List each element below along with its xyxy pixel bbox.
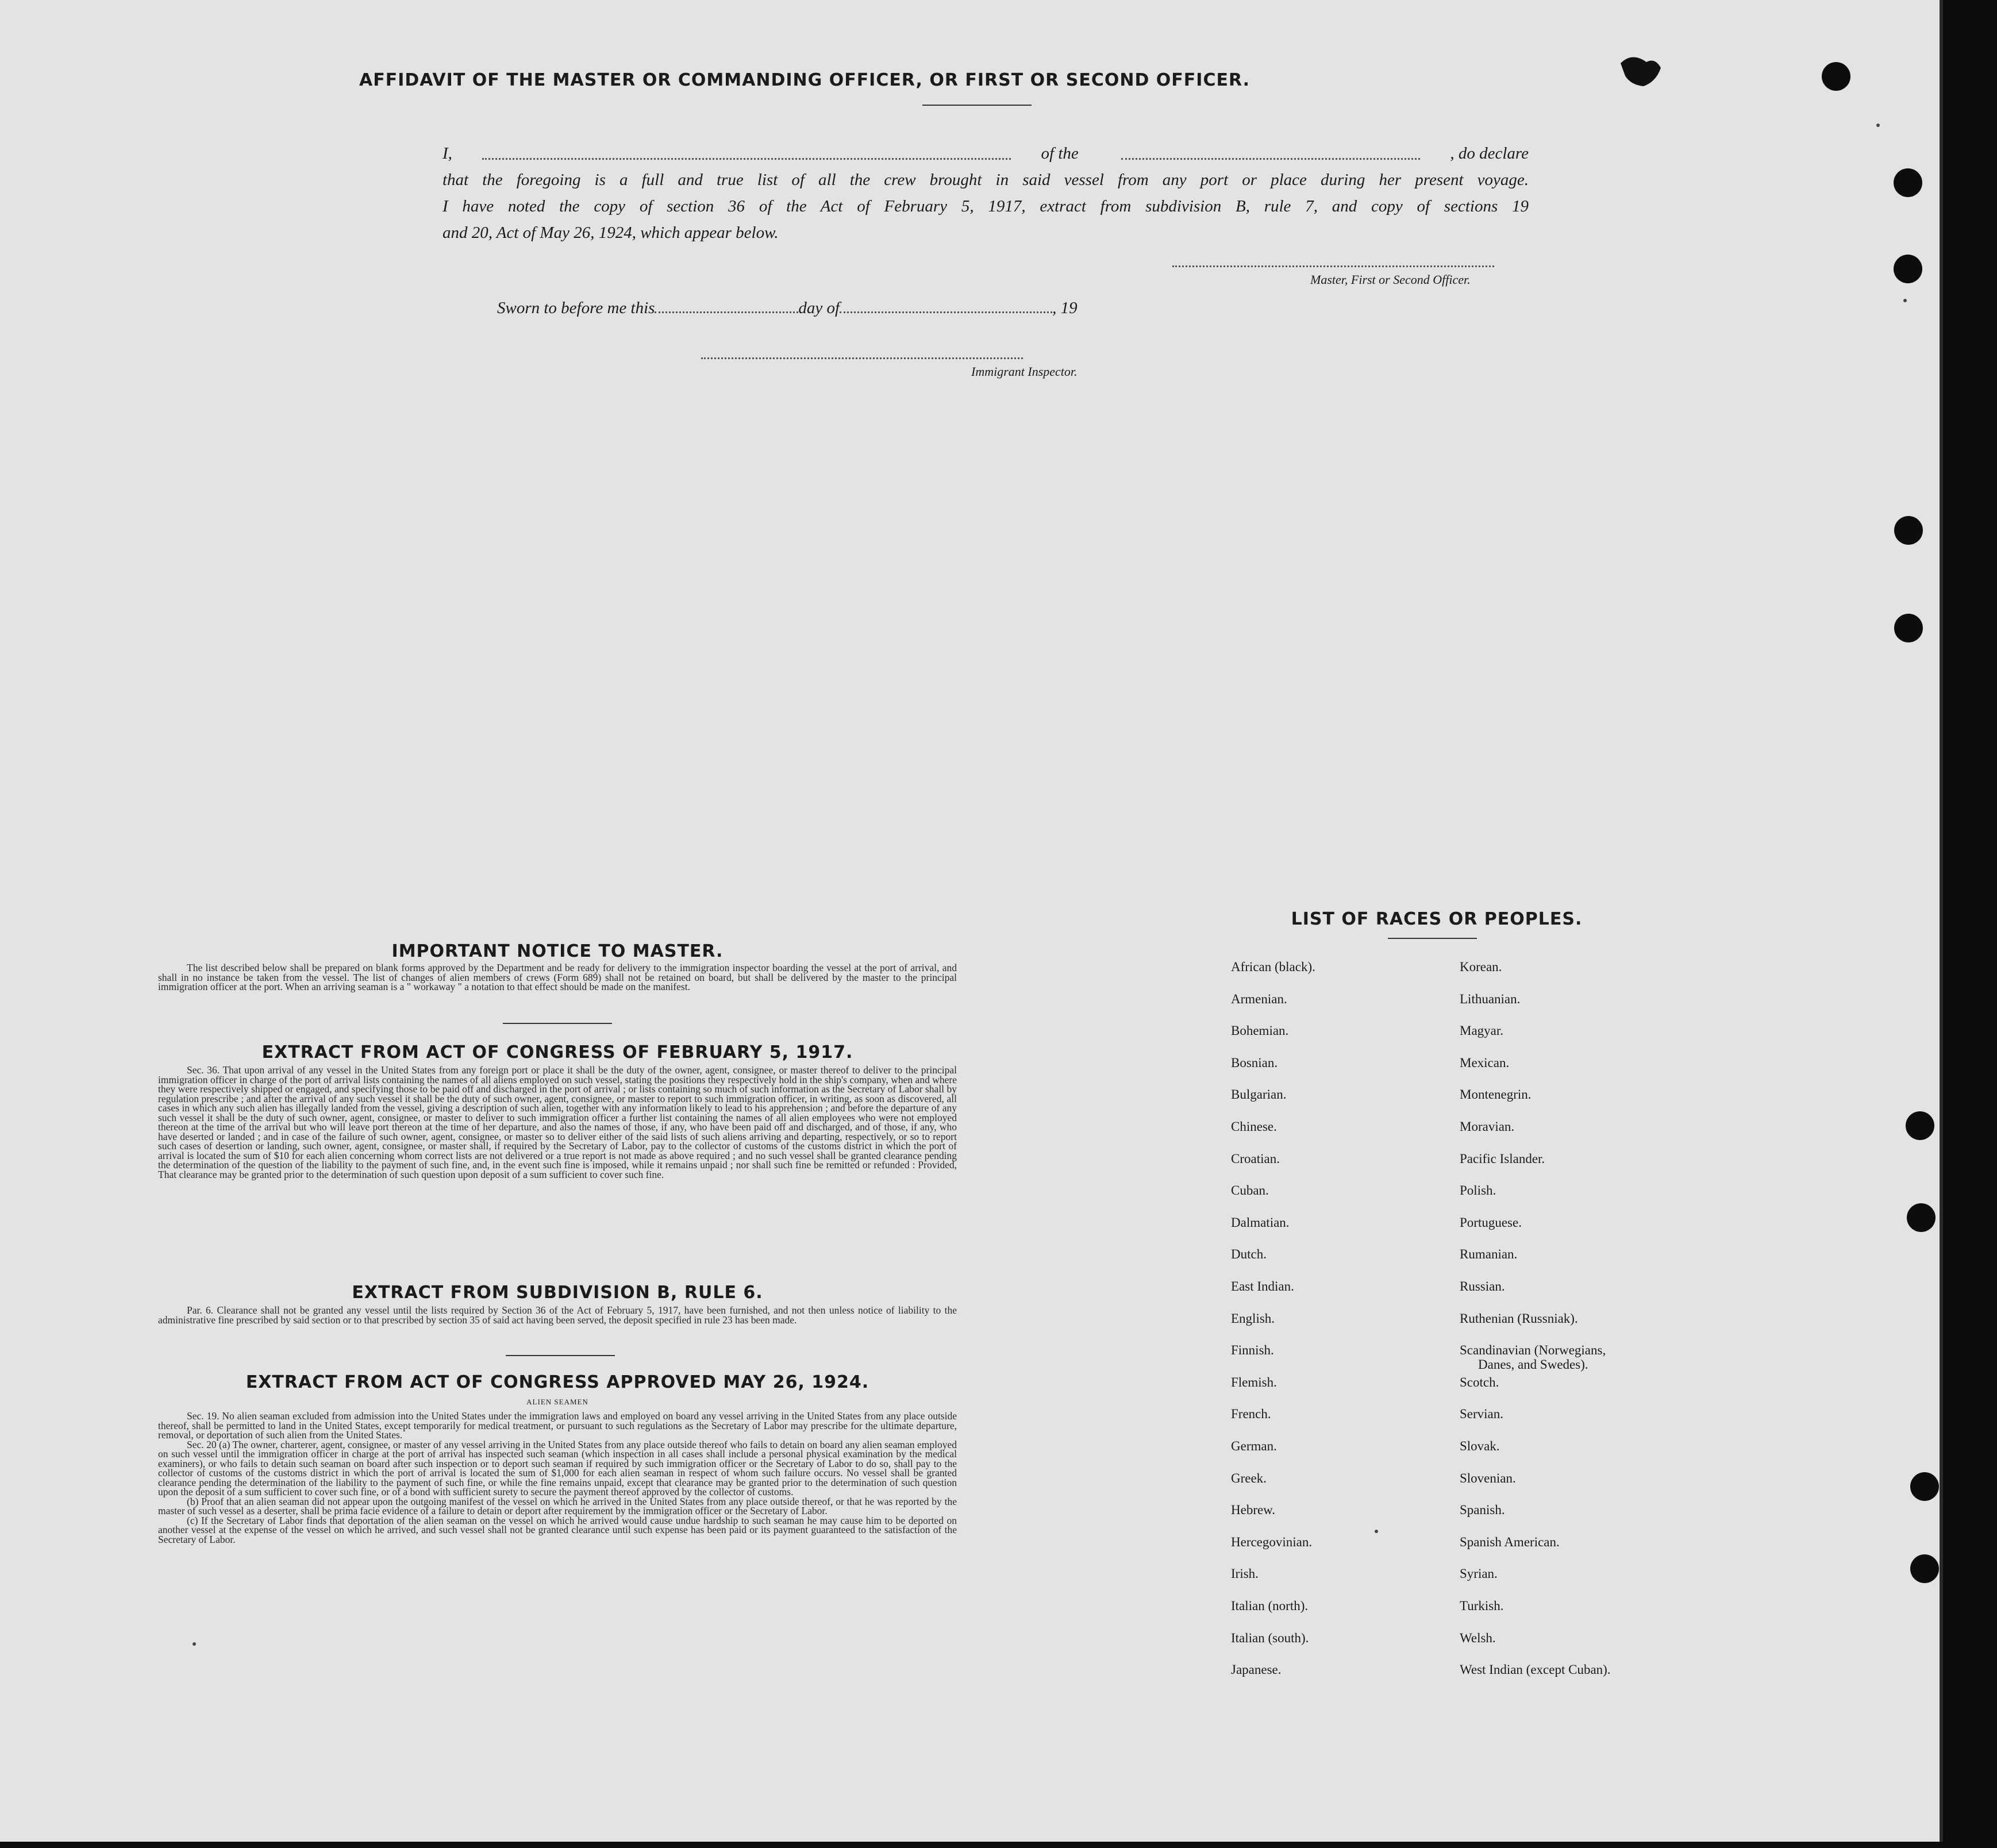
races-title: LIST OF RACES OR PEOPLES. bbox=[1291, 909, 1583, 929]
race-item: Flemish. bbox=[1231, 1375, 1277, 1389]
extract-1924-text bbox=[158, 1411, 957, 1544]
master-signature-line[interactable] bbox=[1172, 265, 1494, 267]
race-item: Italian (north). bbox=[1231, 1599, 1309, 1613]
binder-hole bbox=[1822, 62, 1850, 91]
inspector-signature-line[interactable] bbox=[701, 357, 1023, 359]
race-item: Finnish. bbox=[1231, 1343, 1274, 1357]
alien-seamen-subtitle: ALIEN SEAMEN bbox=[526, 1397, 588, 1406]
race-item: Portuguese. bbox=[1460, 1215, 1522, 1230]
race-item: Slovenian. bbox=[1460, 1471, 1516, 1485]
vessel-blank[interactable] bbox=[1121, 140, 1420, 160]
affidavit-of-the: of the bbox=[1041, 144, 1079, 163]
race-item: Bosnian. bbox=[1231, 1056, 1278, 1070]
affidavit-i: I, bbox=[443, 144, 452, 163]
race-item: Italian (south). bbox=[1231, 1631, 1309, 1645]
affidavit-line-3: I have noted the copy of section 36 of the Act of February 5, 1917, extract from subdivision B, rule 7, and copy of sections 19 bbox=[443, 197, 1529, 215]
inspector-label: Immigrant Inspector. bbox=[971, 364, 1078, 379]
paper-speck bbox=[1876, 124, 1880, 127]
extract-rule6-text bbox=[158, 1306, 957, 1325]
race-item: Scotch. bbox=[1460, 1375, 1499, 1389]
affidavit-line-1 bbox=[443, 140, 1529, 167]
paper-speck bbox=[193, 1642, 196, 1646]
section-36-paragraph: Sec. 36. That upon arrival of any vessel in the United States from any foreign port or place it shall be the duty of the owner, agent, consignee, or master thereof to deliver to the principal immigration officer in charge of the port of arrival lists containing the names of all aliens employed on such vessel, stating the positions they respectively hold in the ship's company, when and where they were respectively shipped or engaged, and specifying those to be paid off and discharged in the port of arrival ; or lists containing so much of such information as the Secretary of Labor shall by regulation prescribe ; and after the arrival of any such vessel it shall be the duty of such owner, agent, consignee, or master to report to such immigration officer, in writing, as soon as discovered, all cases in which any such alien has illegally landed from the vessel, giving a description of such alien, together with any information likely to lead to his apprehension ; and before the departure of any such vessel it shall be the duty of such owner, agent, consignee, or master to deliver to such immigration officer a further list containing the names of all alien employees who were not employed thereon at the time of the arrival but who will leave port thereon at the time of her departure, and also the names of those, if any, who have been paid off and discharged, and of those, if any, who have deserted or landed ; and in case of the failure of such owner, agent, consignee, or master so to deliver either of the said lists of such aliens arriving and departing, respectively, or so to report such cases of desertion or landing, such owner, agent, consignee, or master shall, if required by the Secretary of Labor, pay to the collector of customs of the customs district in which the port of arrival is located the sum of $10 for each alien concerning whom correct lists are not delivered or a true report is not made as above required ; and no such vessel shall be granted clearance pending the determination of the question of the liability to the payment of such fine, and, in the event such fine is imposed, while it remains unpaid ; nor shall such fine be remitted or refunded : Provided, That clearance may be granted prior to the determination of such question upon deposit of a sum sufficient to cover such fine. bbox=[158, 1064, 957, 1180]
race-scandinavian-continued: Danes, and Swedes). bbox=[1478, 1357, 1588, 1372]
sworn-day-of: day of bbox=[798, 299, 840, 317]
races-title-underline bbox=[1388, 938, 1477, 939]
race-item: Syrian. bbox=[1460, 1566, 1498, 1581]
affidavit-do-declare: , do declare bbox=[1450, 144, 1529, 163]
race-item: French. bbox=[1231, 1407, 1271, 1421]
notice-paragraph: The list described below shall be prepared on blank forms approved by the Department and be ready for delivery to the immigration inspector boarding the vessel at the port of arrival, and shall in no instance be taken from the vessel. The list of changes of alien members of crews (Form 689) shall not be retained on board, but shall be delivered by the master to the principal immigration officer at the port. When an arriving seaman is a " workaway " a notation to that effect should be made on the manifest. bbox=[158, 962, 957, 992]
master-signature-label: Master, First or Second Officer. bbox=[1310, 272, 1471, 287]
race-item: Croatian. bbox=[1231, 1152, 1280, 1166]
binder-hole bbox=[1910, 1554, 1939, 1583]
race-item: Scandinavian (Norwegians, bbox=[1460, 1343, 1606, 1357]
race-item: Ruthenian (Russniak). bbox=[1460, 1311, 1578, 1326]
affidavit-body bbox=[443, 140, 1529, 246]
paper-speck bbox=[1903, 299, 1907, 302]
sworn-prefix: Sworn to before me this bbox=[497, 299, 655, 317]
race-item: Polish. bbox=[1460, 1183, 1496, 1198]
race-item: Magyar. bbox=[1460, 1023, 1504, 1038]
affidavit-line-2: that the foregoing is a full and true list of all the crew brought in said vessel from any port or place during her present voyage. bbox=[443, 171, 1529, 189]
race-item: West Indian (except Cuban). bbox=[1460, 1662, 1611, 1677]
title-underline bbox=[922, 105, 1032, 106]
extract-1917-title: EXTRACT FROM ACT OF CONGRESS OF FEBRUARY 5, 1917. bbox=[261, 1042, 853, 1062]
sworn-month-blank[interactable] bbox=[840, 311, 1052, 313]
sec-19-paragraph: Sec. 19. No alien seaman excluded from admission into the United States under the immigration laws and employed on board any vessel arriving in the United States from any place outside thereof, shall be permitted to land in the United States, except temporarily for medical treatment, or pursuant to such regulations as the Secretary of Labor may prescribe for the ultimate departure, removal, or deportation of such alien from the United States. bbox=[158, 1410, 957, 1441]
race-item: Pacific Islander. bbox=[1460, 1152, 1545, 1166]
rule6-paragraph: Par. 6. Clearance shall not be granted any vessel until the lists required by Section 36 of the Act of February 5, 1917, have been furnished, and not then unless notice of liability to the administrative fine prescribed by said section or to that prescribed by section 35 of said act having been served, the deposit specified in rule 23 has been made. bbox=[158, 1304, 957, 1326]
race-item: Korean. bbox=[1460, 960, 1502, 974]
sworn-day-blank[interactable] bbox=[655, 311, 798, 313]
race-item: Dalmatian. bbox=[1231, 1215, 1290, 1230]
race-item: Hebrew. bbox=[1231, 1503, 1276, 1517]
race-item: East Indian. bbox=[1231, 1279, 1294, 1293]
sworn-year: , 19 bbox=[1052, 299, 1078, 317]
race-item: Servian. bbox=[1460, 1407, 1504, 1421]
race-item: Greek. bbox=[1231, 1471, 1267, 1485]
race-item: Welsh. bbox=[1460, 1631, 1496, 1645]
race-item: African (black). bbox=[1231, 960, 1315, 974]
notice-title: IMPORTANT NOTICE TO MASTER. bbox=[391, 941, 724, 961]
notice-text bbox=[158, 963, 957, 992]
rule6-divider bbox=[506, 1355, 615, 1356]
race-item: Rumanian. bbox=[1460, 1247, 1518, 1261]
race-item: English. bbox=[1231, 1311, 1275, 1326]
race-item: German. bbox=[1231, 1439, 1277, 1453]
sec-20a-paragraph: Sec. 20 (a) The owner, charterer, agent, consignee, or master of any vessel arriving in the United States from any place outside thereof who fails to detain on board any alien seaman employed on such vessel until the immigration officer in charge at the port of arrival has inspected such seaman (which inspection in all cases shall include a personal physical examination by the medical examiners), or who fails to detain such seaman on board after such inspection or to deport such seaman if required by such immigration officer or the Secretary of Labor to do so, shall pay to the collector of customs of the customs district in which the port of arrival is located the sum of $1,000 for each alien seaman in respect of whom such failure occurs. No vessel shall be granted clearance pending the determination of the liability to the payment of such fine, or while the fine remains unpaid, except that clearance may be granted prior to the determination of such question upon the deposit of a sum sufficient to cover such fine, or of a bond with sufficient surety to secure the payment thereof approved by the collector of customs. bbox=[158, 1438, 957, 1497]
race-item: Montenegrin. bbox=[1460, 1087, 1532, 1102]
binder-hole bbox=[1894, 614, 1923, 642]
extract-rule6-title: EXTRACT FROM SUBDIVISION B, RULE 6. bbox=[352, 1283, 763, 1303]
notice-divider bbox=[503, 1023, 612, 1024]
binder-hole bbox=[1894, 516, 1923, 545]
race-item: Moravian. bbox=[1460, 1119, 1515, 1134]
race-item: Lithuanian. bbox=[1460, 992, 1521, 1006]
race-item: Dutch. bbox=[1231, 1247, 1267, 1261]
race-item: Cuban. bbox=[1231, 1183, 1269, 1198]
binder-hole bbox=[1910, 1472, 1939, 1501]
binder-hole bbox=[1894, 255, 1922, 283]
binder-hole bbox=[1906, 1111, 1934, 1140]
binder-hole bbox=[1907, 1203, 1936, 1232]
race-item: Mexican. bbox=[1460, 1056, 1510, 1070]
sworn-line bbox=[497, 299, 1078, 318]
sec-20c-paragraph: (c) If the Secretary of Labor finds that deportation of the alien seaman on the vessel on which he arrived would cause undue hardship to such seaman he may cause him to be deported on another vessel at the expense of the vessel on which he arrived, and such vessel shall not be granted clearance until such expense has been paid or its payment guaranteed to the satisfaction of the Secretary of Labor. bbox=[158, 1514, 957, 1545]
race-item: Russian. bbox=[1460, 1279, 1505, 1293]
race-item: Japanese. bbox=[1231, 1662, 1282, 1677]
name-blank[interactable] bbox=[482, 140, 1011, 160]
sec-20b-paragraph: (b) Proof that an alien seaman did not appear upon the outgoing manifest of the vessel on which he arrived in the United States from any place outside thereof, or that he was reported by the master of such vessel as a deserter, shall be prima facie evidence of a failure to detain or deport after requirement by the immigration officer or the Secretary of Labor. bbox=[158, 1495, 957, 1516]
extract-1924-title: EXTRACT FROM ACT OF CONGRESS APPROVED MAY 26, 1924. bbox=[245, 1372, 869, 1392]
binder-hole bbox=[1894, 168, 1922, 197]
torn-mark bbox=[1615, 52, 1684, 98]
paper-speck bbox=[1375, 1530, 1378, 1533]
race-item: Chinese. bbox=[1231, 1119, 1277, 1134]
race-item: Armenian. bbox=[1231, 992, 1287, 1006]
extract-1917-text bbox=[158, 1065, 957, 1179]
race-item: Bulgarian. bbox=[1231, 1087, 1287, 1102]
race-item: Spanish American. bbox=[1460, 1535, 1560, 1549]
race-item: Bohemian. bbox=[1231, 1023, 1289, 1038]
affidavit-title: AFFIDAVIT OF THE MASTER OR COMMANDING OFFICER, OR FIRST OR SECOND OFFICER. bbox=[359, 70, 1250, 90]
race-item: Spanish. bbox=[1460, 1503, 1505, 1517]
affidavit-line-4: and 20, Act of May 26, 1924, which appear below. bbox=[443, 224, 779, 242]
race-item: Hercegovinian. bbox=[1231, 1535, 1313, 1549]
race-item: Slovak. bbox=[1460, 1439, 1500, 1453]
race-item: Irish. bbox=[1231, 1566, 1259, 1581]
race-item: Turkish. bbox=[1460, 1599, 1504, 1613]
